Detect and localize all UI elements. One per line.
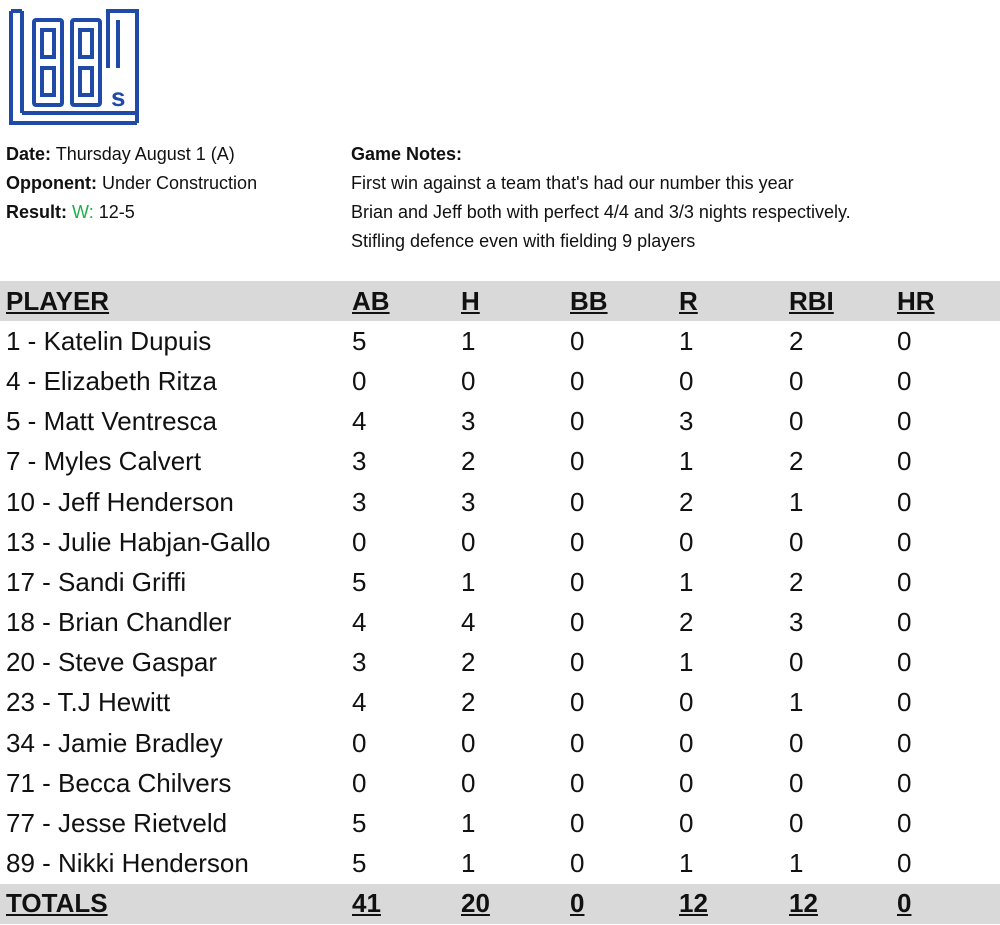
table-row xyxy=(0,603,1000,643)
stat-r: 0 xyxy=(679,808,694,839)
table-row xyxy=(0,321,1000,361)
stat-hr: 0 xyxy=(897,526,912,557)
stat-r: 1 xyxy=(679,647,694,678)
stat-bb: 0 xyxy=(570,767,585,798)
stat-hr: 0 xyxy=(897,325,912,356)
game-notes xyxy=(351,140,851,256)
stat-r: 0 xyxy=(679,767,694,798)
player-name: 23 - T.J Hewitt xyxy=(6,687,171,718)
player-name: 1 - Katelin Dupuis xyxy=(6,325,212,356)
player-stats-table xyxy=(0,281,1000,924)
table-row xyxy=(0,723,1000,763)
stat-ab: 0 xyxy=(352,727,367,758)
table-row xyxy=(0,482,1000,522)
result-outcome: W: xyxy=(72,202,94,222)
stat-h: 1 xyxy=(461,848,476,879)
stat-ab: 4 xyxy=(352,607,367,638)
stat-hr: 0 xyxy=(897,566,912,597)
stat-ab: 4 xyxy=(352,406,367,437)
stat-bb: 0 xyxy=(570,607,585,638)
table-row xyxy=(0,803,1000,843)
stat-bb: 0 xyxy=(570,566,585,597)
stat-hr: 0 xyxy=(897,486,912,517)
opponent-value: Under Construction xyxy=(102,173,258,193)
stat-ab: 3 xyxy=(352,446,367,477)
stat-rbi: 2 xyxy=(789,446,804,477)
opponent-label: Opponent: xyxy=(6,173,97,193)
stat-r: 1 xyxy=(679,446,694,477)
totals-ab: 41 xyxy=(352,888,381,919)
result-line xyxy=(6,198,257,227)
table-row xyxy=(0,763,1000,803)
stat-ab: 5 xyxy=(352,848,367,879)
result-label: Result: xyxy=(6,202,68,222)
stat-h: 2 xyxy=(461,446,476,477)
stat-hr: 0 xyxy=(897,607,912,638)
stat-hr: 0 xyxy=(897,406,912,437)
game-note-line: Brian and Jeff both with perfect 4/4 and 3/3 nights respectively. xyxy=(351,202,851,222)
stat-bb: 0 xyxy=(570,486,585,517)
stat-h: 4 xyxy=(461,607,476,638)
stat-ab: 5 xyxy=(352,808,367,839)
stat-hr: 0 xyxy=(897,767,912,798)
table-row xyxy=(0,402,1000,442)
stat-rbi: 0 xyxy=(789,767,804,798)
player-name: 20 - Steve Gaspar xyxy=(6,647,217,678)
totals-rbi: 12 xyxy=(789,888,818,919)
totals-bb: 0 xyxy=(570,888,585,919)
stat-hr: 0 xyxy=(897,808,912,839)
stat-rbi: 0 xyxy=(789,526,804,557)
stat-r: 2 xyxy=(679,607,694,638)
player-name: 5 - Matt Ventresca xyxy=(6,406,217,437)
stat-r: 1 xyxy=(679,566,694,597)
stat-hr: 0 xyxy=(897,848,912,879)
player-name: 18 - Brian Chandler xyxy=(6,607,232,638)
stat-h: 2 xyxy=(461,687,476,718)
table-row xyxy=(0,361,1000,401)
stat-rbi: 1 xyxy=(789,486,804,517)
table-row xyxy=(0,442,1000,482)
player-name: 71 - Becca Chilvers xyxy=(6,767,232,798)
stat-h: 2 xyxy=(461,647,476,678)
stat-hr: 0 xyxy=(897,365,912,396)
stat-hr: 0 xyxy=(897,647,912,678)
stat-rbi: 2 xyxy=(789,566,804,597)
header-r: R xyxy=(679,285,698,316)
player-name: 13 - Julie Habjan-Gallo xyxy=(6,526,271,557)
stat-h: 0 xyxy=(461,526,476,557)
stat-h: 0 xyxy=(461,365,476,396)
game-note-line: First win against a team that's had our number this year xyxy=(351,173,794,193)
stat-r: 0 xyxy=(679,526,694,557)
stat-bb: 0 xyxy=(570,365,585,396)
player-name: 89 - Nikki Henderson xyxy=(6,848,249,879)
stat-rbi: 0 xyxy=(789,727,804,758)
stat-bb: 0 xyxy=(570,808,585,839)
date-value: Thursday August 1 (A) xyxy=(55,144,235,164)
stat-rbi: 1 xyxy=(789,848,804,879)
team-logo xyxy=(8,8,140,126)
stat-r: 2 xyxy=(679,486,694,517)
stat-bb: 0 xyxy=(570,848,585,879)
totals-r: 12 xyxy=(679,888,708,919)
table-row xyxy=(0,844,1000,884)
date-label: Date: xyxy=(6,144,52,164)
player-name: 77 - Jesse Rietveld xyxy=(6,808,228,839)
stat-ab: 3 xyxy=(352,647,367,678)
stat-r: 1 xyxy=(679,848,694,879)
player-name: 7 - Myles Calvert xyxy=(6,446,202,477)
stat-rbi: 0 xyxy=(789,647,804,678)
stat-r: 0 xyxy=(679,727,694,758)
stat-r: 0 xyxy=(679,687,694,718)
stat-hr: 0 xyxy=(897,446,912,477)
table-row xyxy=(0,562,1000,602)
logo-letter-s: s xyxy=(111,82,126,112)
stat-bb: 0 xyxy=(570,687,585,718)
header-h: H xyxy=(461,285,480,316)
stat-ab: 0 xyxy=(352,365,367,396)
header-bb: BB xyxy=(570,285,608,316)
stat-h: 3 xyxy=(461,406,476,437)
stat-rbi: 3 xyxy=(789,607,804,638)
player-name: 34 - Jamie Bradley xyxy=(6,727,223,758)
totals-row xyxy=(0,884,1000,924)
stat-rbi: 1 xyxy=(789,687,804,718)
stat-hr: 0 xyxy=(897,727,912,758)
stat-rbi: 0 xyxy=(789,406,804,437)
totals-hr: 0 xyxy=(897,888,912,919)
stat-h: 3 xyxy=(461,486,476,517)
header-ab: AB xyxy=(352,285,390,316)
header-player: PLAYER xyxy=(6,285,110,316)
stat-bb: 0 xyxy=(570,446,585,477)
stat-bb: 0 xyxy=(570,325,585,356)
player-name: 4 - Elizabeth Ritza xyxy=(6,365,217,396)
player-name: 10 - Jeff Henderson xyxy=(6,486,234,517)
player-name: 17 - Sandi Griffi xyxy=(6,566,187,597)
totals-h: 20 xyxy=(461,888,490,919)
stat-rbi: 2 xyxy=(789,325,804,356)
stat-ab: 4 xyxy=(352,687,367,718)
header-row xyxy=(0,281,1000,321)
game-note-line: Stifling defence even with fielding 9 players xyxy=(351,231,696,251)
totals-label: TOTALS xyxy=(6,888,108,919)
stat-hr: 0 xyxy=(897,687,912,718)
stat-bb: 0 xyxy=(570,727,585,758)
stat-h: 0 xyxy=(461,767,476,798)
stat-ab: 3 xyxy=(352,486,367,517)
stat-h: 1 xyxy=(461,808,476,839)
stat-bb: 0 xyxy=(570,647,585,678)
table-row xyxy=(0,643,1000,683)
stat-r: 1 xyxy=(679,325,694,356)
stat-ab: 0 xyxy=(352,767,367,798)
stat-ab: 0 xyxy=(352,526,367,557)
table-row xyxy=(0,522,1000,562)
opponent-line xyxy=(6,169,257,198)
stat-ab: 5 xyxy=(352,325,367,356)
date-line xyxy=(6,140,257,169)
stat-r: 0 xyxy=(679,365,694,396)
table-row xyxy=(0,683,1000,723)
game-notes-title: Game Notes: xyxy=(351,144,463,164)
stat-r: 3 xyxy=(679,406,694,437)
stat-ab: 5 xyxy=(352,566,367,597)
stat-h: 1 xyxy=(461,566,476,597)
stat-bb: 0 xyxy=(570,526,585,557)
game-info xyxy=(6,140,257,227)
player-rows xyxy=(0,321,1000,884)
stat-h: 0 xyxy=(461,727,476,758)
header-rbi: RBI xyxy=(789,285,834,316)
stat-bb: 0 xyxy=(570,406,585,437)
header-hr: HR xyxy=(897,285,935,316)
stat-rbi: 0 xyxy=(789,808,804,839)
stat-h: 1 xyxy=(461,325,476,356)
result-score: 12-5 xyxy=(98,202,135,222)
stat-rbi: 0 xyxy=(789,365,804,396)
